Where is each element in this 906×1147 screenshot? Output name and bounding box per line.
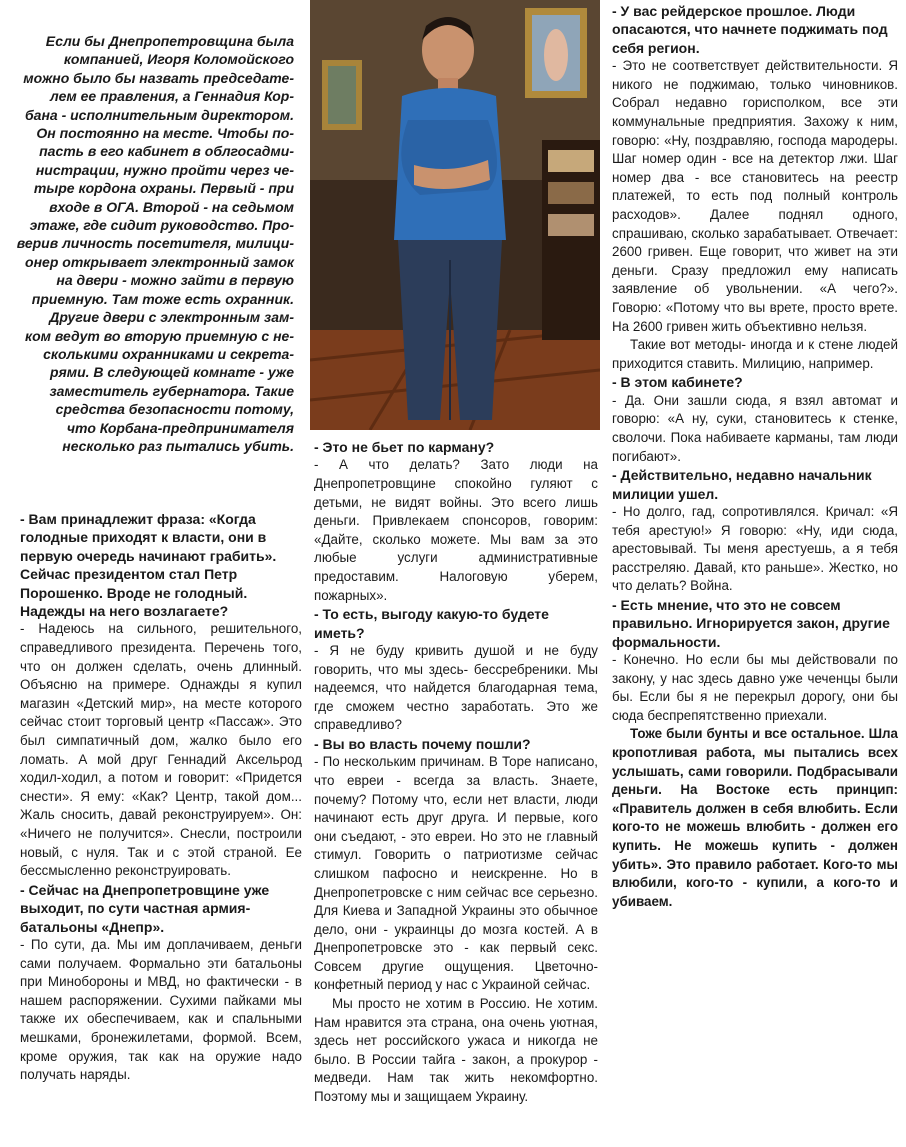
lead-line: несколько раз пытались убить. bbox=[62, 437, 294, 454]
answer: - А что делать? Зато люди на Днепропетровщине спокойно гуляют с детьми, не видят войны. Это всего лишь деньги. Привлекаем спонсоров, говорим: «Дайте, сколько можете. Мы вам за это любые услуги административные предоставим. Налоговую уберем, пожарных». bbox=[314, 457, 598, 603]
lead-line: приемную. Там тоже есть охранник. bbox=[31, 290, 294, 307]
question: - У вас рейдерское прошлое. Люди опасаются, что начнете поджимать под себя регион. bbox=[612, 3, 888, 56]
column-middle bbox=[314, 438, 598, 1107]
lead-line: Другие двери с электронным зам- bbox=[49, 309, 294, 326]
lead-line: Если бы Днепропетровщина была bbox=[45, 33, 294, 49]
lead-line: онер открывает электронный замок bbox=[25, 253, 294, 270]
answer: - Это не соответствует действительности. Я никого не поджимаю, только чиновников. Собрал недавно горисполком, все эти коммунальные предприятия. Захожу к ним, говорю: «Ну, поздравляю, господа мародеры. Шаг номер один - все на детектор лжи. Шаг номер два - все становитесь на реестр платежей, то есть под полный контроль расходов». Далее поднял одного, спрашиваю, сколько зарабатывает. Отвечает: 2600 гривен. Еще говорит, что живет на эти деньги. Сразу предложил ему написать заявление об увольнении. «А чего?». Говорю: «Потому что вы врете, просто врете. На 2600 гривен жить объективно нельзя. bbox=[612, 58, 898, 334]
lead-paragraph bbox=[8, 32, 294, 455]
lead-line: заместитель губернатора. Такие bbox=[49, 382, 294, 399]
lead-line: нистрации, нужно пройти через че- bbox=[35, 161, 294, 178]
lead-line: тыре кордона охраны. Первый - при bbox=[33, 180, 294, 197]
lead-line: на двери - можно зайти в первую bbox=[56, 272, 294, 289]
lead-line: средства безопасности потому, bbox=[55, 401, 294, 418]
question: - Действительно, недавно начальник милиции ушел. bbox=[612, 467, 872, 502]
portrait-photo bbox=[310, 0, 600, 430]
answer: - По нескольким причинам. В Торе написано, что евреи - всегда за власть. Знаете, почему? Потому что, если нет власти, люди начинают есть друг друга. И первые, кого они съедают, - это евреи. Но это не главный стимул. Говорить о патриотизме сейчас слишком пафосно и неискренне. Но в Днепропетровске с ним сейчас все серьезно. Для Киева и Западной Украины это обычное дело, они - украинцы до мозга костей. А в Днепропетровске это - как первый секс. Совсем другие ощущения. Цветочно-конфетный период у нас с Украиной сейчас. bbox=[314, 754, 598, 993]
lead-line: этаже, где сидит руководство. Про- bbox=[29, 217, 294, 234]
answer: Мы просто не хотим в Россию. Не хотим. Нам нравится эта страна, она очень уютная, здесь нет российского ужаса и никогда не было. В России тайга - закон, а прокурор - медведи. Нам так жить некомфортно. Поэтому мы и защищаем Украину. bbox=[314, 996, 598, 1105]
lead-line: что Корбана-предпринимателя bbox=[66, 419, 294, 436]
lead-line: пасть в его кабинет в облгосадми- bbox=[39, 143, 294, 160]
answer: Такие вот методы- иногда и к стене людей приходится ставить. Милицию, например. bbox=[612, 337, 898, 371]
lead-line: можно было бы назвать председате- bbox=[23, 69, 294, 86]
answer: - Надеюсь на сильного, решительного, справедливого президента. Перечень того, что он должен сделать, очень длинный. Объясню на примере. Однажды я купил магазин «Детский мир», на месте которого сейчас стоит торговый центр «Пассаж». Это был симпатичный дом, жалко было его ломать. А мой друг Геннадий Аксельрод ходил-ходил, а потом и говорит: «Придется снести». Я ему: «Как? Центр, такой дом... Жаль сносить, давай реконструируем». Он: «Ничего не получится». Снесли, построили новый, с нуля. Так и с этой страной. Ее бессмысленно реконструировать. bbox=[20, 621, 302, 879]
closing-paragraph: Тоже были бунты и все остальное. Шла кропотливая работа, мы пытались всех услышать, сами говорили. Подбрасывали деньги. На Востоке есть принцип: «Правитель должен в себя влюбить. Если кого-то не можешь влюбить - должен его купить. Не можешь купить - должен убить». Это правило работает. Кого-то мы влюбили, кого-то - купили, а кого-то и убиваем. bbox=[612, 726, 898, 909]
question: - Вам принадлежит фраза: «Когда голодные приходят к власти, они в первую очередь начинают грабить». Сейчас президентом стал Петр Порошенко. Вроде не голодный. Надежды на него возлагаете? bbox=[20, 511, 277, 620]
question: - Есть мнение, что это не совсем правильно. Игнорируется закон, другие формальности. bbox=[612, 596, 890, 650]
question: - То есть, выгоду какую-то будете иметь? bbox=[314, 606, 549, 641]
answer: - По сути, да. Мы им доплачиваем, деньги сами получаем. Формально эти батальоны при Минобороны и МВД, но фактически - в нашем распоряжении. Сухими пайками мы также их обеспечиваем, как и спальными мешками, бронежилетами, формой. Всем, кроме оружия, так как на оружие надо получать наряды. bbox=[20, 936, 302, 1083]
portrait-illustration bbox=[310, 0, 600, 430]
lead-line: входе в ОГА. Второй - на седьмом bbox=[49, 198, 294, 215]
lead-line: компанией, Игоря Коломойского bbox=[63, 51, 294, 68]
answer: - Конечно. Но если бы мы действовали по закону, у нас здесь давно уже чеченцы были бы. Если бы я не перекрыл дорогу, они бы сюда беспрепятственно приехали. bbox=[612, 652, 898, 723]
column-left bbox=[20, 510, 302, 1085]
answer: - Но долго, гад, сопротивлялся. Кричал: «Я тебя арестую!» Я говорю: «Ну, иди сюда, арестовывай. Ты меня арестуешь, а я тебя расстреляю. Давай, кто раньше». Жестко, но что делать? Война. bbox=[612, 503, 898, 594]
column-right bbox=[612, 2, 898, 911]
question: - Вы во власть почему пошли? bbox=[314, 735, 531, 752]
lead-line: бана - исполнительным директором. bbox=[24, 106, 294, 123]
lead-line: ком ведут во вторую приемную с не- bbox=[25, 327, 294, 344]
lead-line: верив личность посетителя, милици- bbox=[16, 235, 294, 252]
question: - Это не бьет по карману? bbox=[314, 439, 495, 455]
lead-line: лем ее правления, а Геннадия Кор- bbox=[50, 88, 294, 105]
lead-line: сколькими охранниками и секрета- bbox=[43, 345, 294, 362]
lead-line: рями. В следующей комнате - уже bbox=[49, 364, 294, 381]
question: - В этом кабинете? bbox=[612, 374, 743, 391]
answer: - Да. Они зашли сюда, я взял автомат и говорю: «А ну, суки, становитесь к стенке, сволочи. Пока набиваете карманы, там люди погибают». bbox=[612, 392, 898, 464]
lead-line: Он постоянно на месте. Чтобы по- bbox=[36, 125, 294, 142]
answer: - Я не буду кривить душой и не буду говорить, что мы здесь- бессребреники. Мы надеемся, что найдется благодарная тема, где сможем честно заработать. Это же справедливо? bbox=[314, 642, 598, 733]
question: - Сейчас на Днепропетровщине уже выходит, по сути частная армия- батальоны «Днепр». bbox=[20, 881, 270, 935]
